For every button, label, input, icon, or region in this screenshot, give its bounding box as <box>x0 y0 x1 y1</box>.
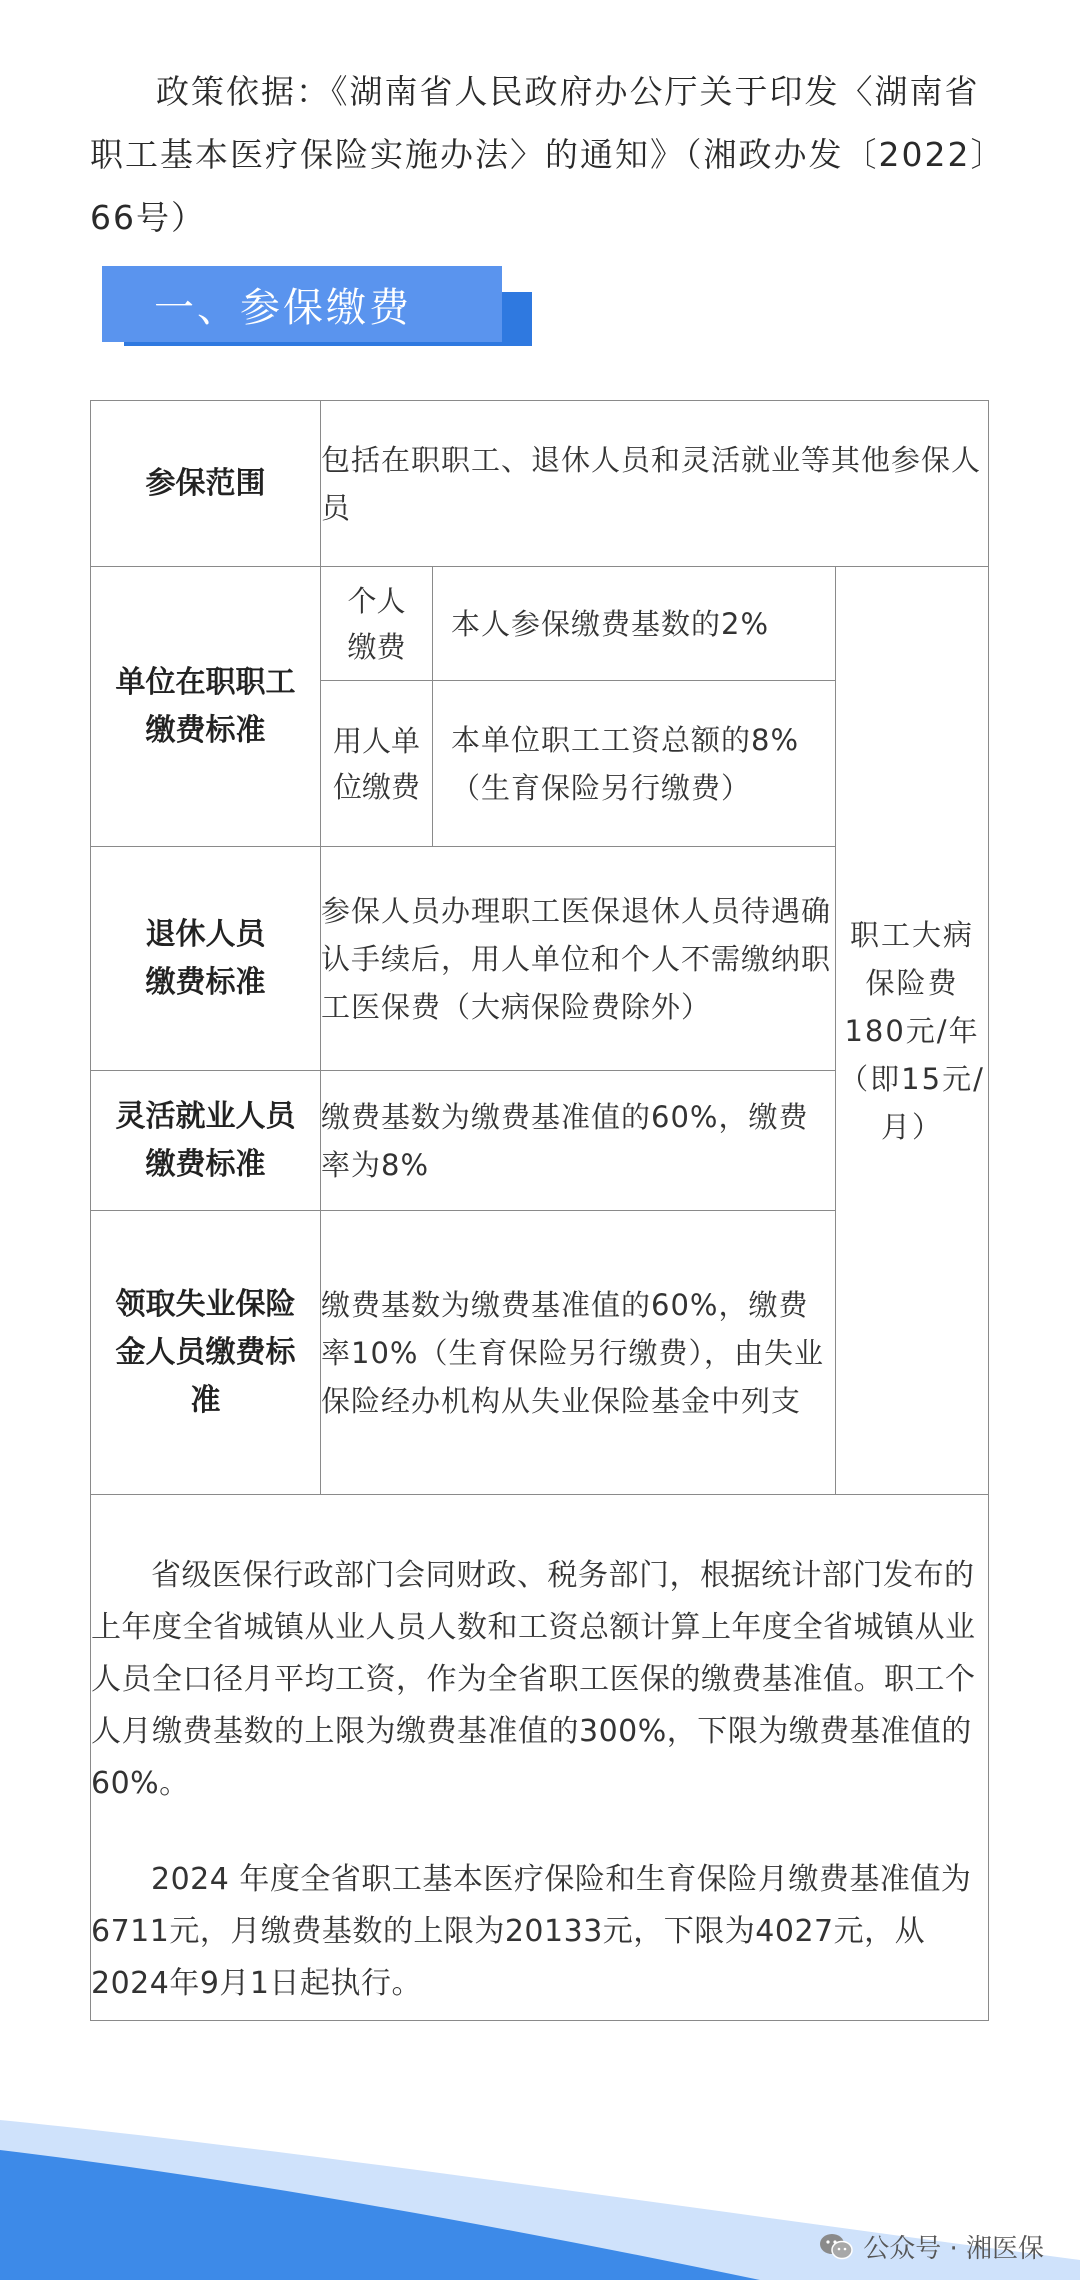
scope-label: 参保范围 <box>91 401 321 567</box>
watermark-text: 公众号 · 湘医保 <box>863 2234 1044 2264</box>
table-row <box>91 401 989 567</box>
table-row <box>91 567 989 681</box>
unemployed-label: 领取失业保险金人员缴费标准 <box>91 1211 321 1495</box>
note-paragraph-2: 2024 年度全省职工基本医疗保险和生育保险月缴费基准值为6711元，月缴费基数的上限为20133元，下限为4027元，从2024年9月1日起执行。 <box>91 1861 972 2001</box>
employee-label: 单位在职职工缴费标准 <box>91 567 321 847</box>
unemployed-value: 缴费基数为缴费基准值的60%，缴费率10%（生育保险另行缴费），由失业保险经办机构从失业保险基金中列支 <box>321 1211 836 1495</box>
wechat-icon <box>819 2233 853 2261</box>
watermark <box>819 2228 1044 2265</box>
personal-contribution-value: 本人参保缴费基数的2% <box>433 567 836 681</box>
flexible-label: 灵活就业人员缴费标准 <box>91 1071 321 1211</box>
retiree-label: 退休人员缴费标准 <box>91 847 321 1071</box>
employer-contribution-label: 用人单位缴费 <box>321 681 433 847</box>
table-row <box>91 1495 989 2021</box>
note-paragraph-1: 省级医保行政部门会同财政、税务部门，根据统计部门发布的上年度全省城镇从业人员人数和工资总额计算上年度全省城镇从业人员全口径月平均工资，作为全省职工医保的缴费基准值。职工个人月缴费基数的上限为缴费基准值的300%，下限为缴费基准值的60%。 <box>91 1557 976 1801</box>
retiree-value: 参保人员办理职工医保退休人员待遇确认手续后，用人单位和个人不需缴纳职工医保费（大病保险费除外） <box>321 847 836 1071</box>
contribution-table <box>90 400 989 2021</box>
notes-cell <box>91 1495 989 2021</box>
policy-basis: 政策依据：《湖南省人民政府办公厅关于印发〈湖南省职工基本医疗保险实施办法〉的通知》（湘政办发〔2022〕66号） <box>90 72 1006 237</box>
employer-contribution-value: 本单位职工工资总额的8%（生育保险另行缴费） <box>433 681 836 847</box>
flexible-value: 缴费基数为缴费基准值的60%，缴费率为8% <box>321 1071 836 1211</box>
critical-illness-fee: 职工大病保险费180元/年（即15元/月） <box>836 567 989 1495</box>
section-heading <box>102 266 532 346</box>
section-heading-label: 一、参保缴费 <box>102 266 502 342</box>
personal-contribution-label: 个人缴费 <box>321 567 433 681</box>
scope-value: 包括在职职工、退休人员和灵活就业等其他参保人员 <box>321 401 989 567</box>
